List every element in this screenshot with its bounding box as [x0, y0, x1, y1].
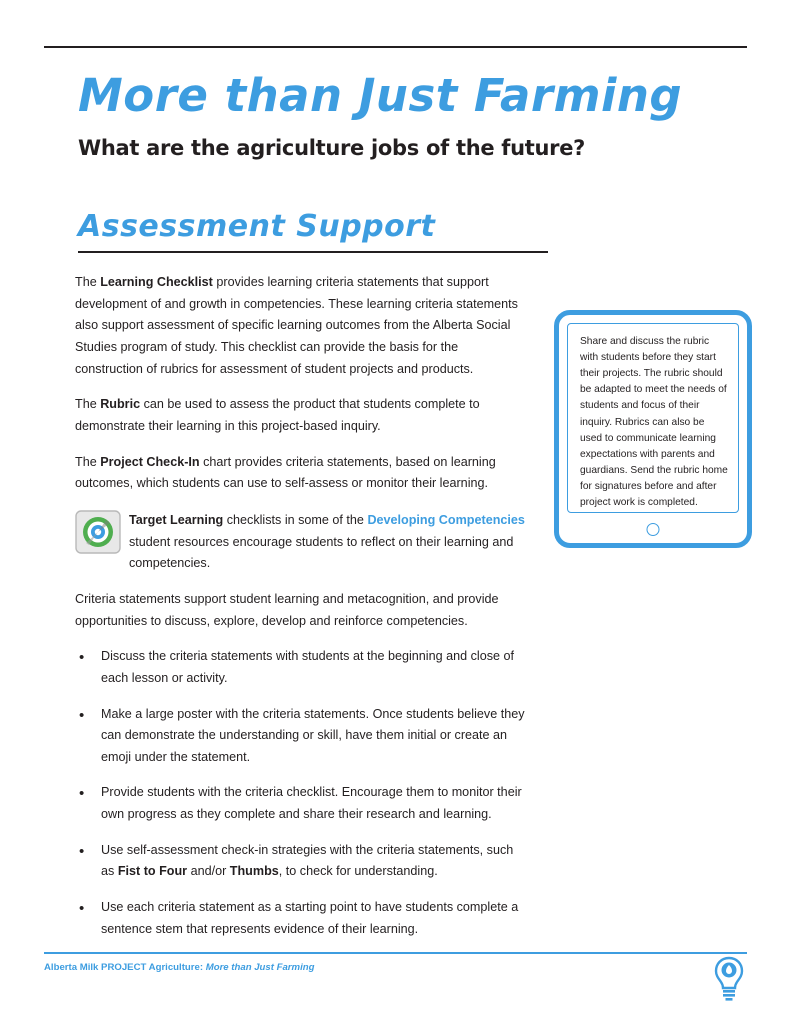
para2-rest: can be used to assess the product that students complete to demonstrate their learning in this project-based inquiry.	[75, 397, 480, 433]
paragraph-rubric	[75, 394, 527, 437]
bullet4-suffix: , to check for understanding.	[278, 864, 438, 879]
list-item	[75, 840, 527, 883]
section-heading: Assessment Support	[78, 209, 436, 244]
target-bold-term: Target Learning	[129, 512, 224, 527]
paragraph-project-checkin	[75, 452, 527, 495]
section-divider	[78, 251, 548, 253]
target-learning-text	[129, 508, 527, 575]
strategies-bullet-list	[75, 646, 527, 940]
target-mid-text: checklists in some of the	[223, 512, 368, 527]
bullet4-bold-thumbs: Thumbs	[229, 864, 279, 879]
main-text-column	[75, 272, 527, 954]
tablet-screen	[567, 323, 739, 513]
developing-competencies-link[interactable]: Developing Competencies	[367, 512, 525, 527]
sidebar-tablet-note	[554, 310, 752, 548]
para1-prefix: The	[75, 275, 101, 289]
footer-divider	[44, 952, 747, 954]
para1-rest: provides learning criteria statements that support development of and growth in competencies. These learning criteria statements also support assessment of specific learning outcomes from the Alberta Social Studies program of study. This checklist can provide the basis for the construction of rubrics for assessment of student projects and products.	[75, 275, 518, 376]
paragraph-learning-checklist	[75, 272, 527, 380]
footer-caption	[44, 962, 314, 973]
para1-bold-term: Learning Checklist	[100, 275, 213, 289]
list-item: • Discuss the criteria statements with students at the beginning and close of each lesson or activity.	[75, 646, 527, 689]
para2-prefix: The	[75, 397, 101, 412]
list-item: • Make a large poster with the criteria statements. Once students believe they can demonstrate the understanding or skill, have them initial or create an emoji under the statement.	[75, 704, 527, 769]
header-divider	[44, 46, 747, 48]
tablet-home-button-icon	[647, 523, 660, 536]
list-item: • Use each criteria statement as a starting point to have students complete a sentence stem that represents evidence of their learning.	[75, 897, 527, 940]
page-subtitle: What are the agriculture jobs of the future?	[78, 136, 586, 160]
paragraph-criteria-statements: Criteria statements support student learning and metacognition, and provide opportunities to discuss, explore, develop and reinforce competencies.	[75, 591, 499, 628]
para3-prefix: The	[75, 454, 101, 469]
target-icon	[75, 510, 121, 554]
footer-bold: Alberta Milk PROJECT Agriculture:	[44, 962, 204, 973]
bullet4-mid: and/or	[187, 864, 230, 879]
list-item: • Provide students with the criteria checklist. Encourage them to monitor their own progress as they complete and share their research and learning.	[75, 782, 527, 825]
para3-bold-term: Project Check-In	[100, 454, 200, 469]
footer-italic: More than Just Farming	[203, 962, 315, 973]
bullet4-bold-fist-to-four: Fist to Four	[117, 864, 188, 879]
para3-rest: chart provides criteria statements, based on learning outcomes, which students can use to self-assess or monitor their learning.	[75, 454, 496, 491]
bullet4-prefix: Use self-assessment check-in strategies with the criteria statements, such as	[101, 842, 514, 879]
tablet-note-text: Share and discuss the rubric with students before they start their projects. The rubric should be adapted to meet the needs of students and focus of their inquiry. Rubrics can also be used to communicate learning expectations with parents and guardians. Send the rubric home for signatures before and after project work is completed.	[580, 336, 728, 509]
target-end-text: student resources encourage students to reflect on their learning and competencies.	[129, 534, 514, 571]
page-title: More than Just Farming	[78, 69, 683, 122]
target-learning-callout	[75, 508, 527, 575]
project-agriculture-logo-icon	[710, 955, 748, 1003]
para2-bold-term: Rubric	[100, 397, 141, 412]
